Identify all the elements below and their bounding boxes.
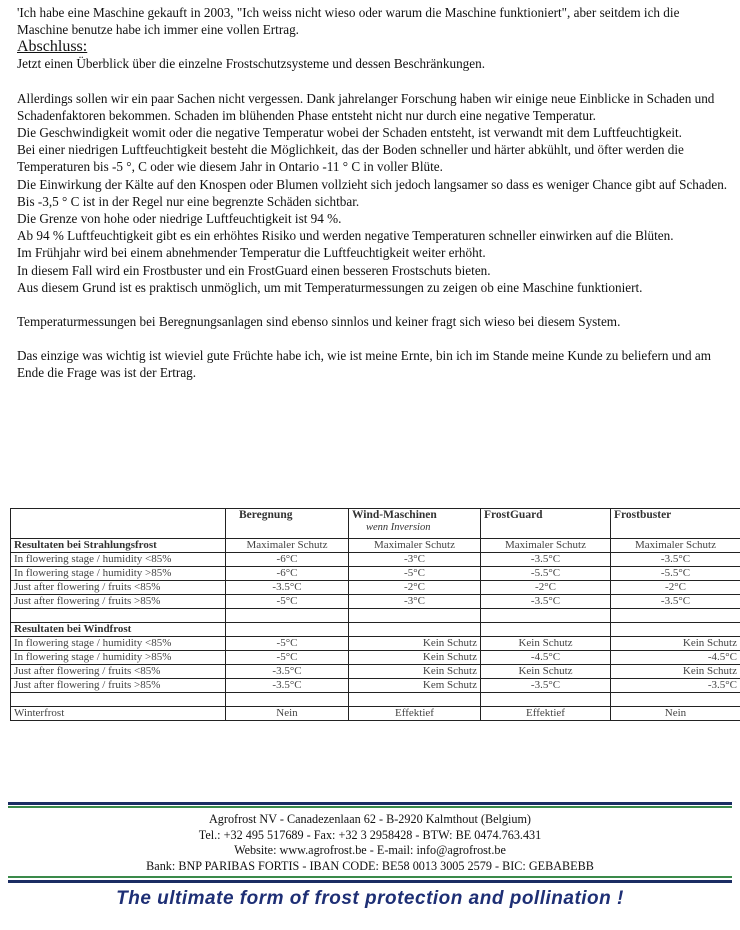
table-cell: Kein Schutz (349, 665, 481, 679)
section-label: Resultaten bei Windfrost (11, 623, 226, 637)
paragraph: Aus diesem Grund ist es praktisch unmöglich, um mit Temperaturmessungen zu zeigen ob eine Maschine funktioniert. (17, 279, 643, 295)
row-label: In flowering stage / humidity >85% (11, 567, 226, 581)
table-cell: Effektief (349, 707, 481, 721)
table-cell: -2°C (611, 581, 740, 595)
footer-divider-top-accent (8, 806, 732, 808)
table-cell: -3.5°C (226, 665, 349, 679)
footer-bank: Bank: BNP PARIBAS FORTIS - IBAN CODE: BE58 0013 3005 2579 - BIC: GEBABEBB (146, 858, 594, 873)
row-label: In flowering stage / humidity <85% (11, 637, 226, 651)
paragraph: Im Frühjahr wird bei einem abnehmender Temperatur die Luftfeuchtigkeit weiter erhöht. (17, 245, 486, 261)
table-cell: -2°C (481, 581, 611, 595)
table-cell: -3.5°C (611, 595, 740, 609)
table-cell: -6°C (226, 553, 349, 567)
header-cell: Wind-Maschinen wenn Inversion (349, 509, 481, 539)
paragraph: Die Einwirkung der Kälte auf den Knospen oder Blumen vollzieht sich jedoch langsamer so dass es weniger Chance gibt auf Schaden. (17, 176, 728, 192)
table-cell: -3°C (349, 595, 481, 609)
paragraph: Die Grenze von hohe oder niedrige Luftfeuchtigkeit ist 94 %. (17, 211, 342, 227)
table-row (11, 553, 740, 567)
row-label: Just after flowering / fruits <85% (11, 665, 226, 679)
section-heading: Abschluss: (17, 38, 88, 56)
paragraph: Temperaturmessungen bei Beregnungsanlagen sind ebenso sinnlos und keiner fragt sich wieso bei diesem System. (17, 314, 621, 330)
footer-divider-top (8, 802, 732, 805)
table-cell: Kein Schutz (611, 665, 740, 679)
intro-quote: 'Ich habe eine Maschine gekauft in 2003, "Ich weiss nicht wieso oder warum die Maschine funktioniert", aber seitdem ich die Maschine benutze habe ich immer eine vollen Ertrag. (17, 5, 680, 38)
table-row (11, 581, 740, 595)
paragraph: Bei einer niedrigen Luftfeuchtigkeit besteht die Möglichkeit, das der Boden schneller und härter abkühlt, und öfter werden die Temperaturen bis -5 °, C oder wie diesem Jahr in Ontario -11 ° C in voller Blüte. (17, 142, 684, 175)
footer-divider-bottom (8, 880, 732, 883)
comparison-table (10, 508, 740, 721)
table-cell: -6°C (226, 567, 349, 581)
company-footer (0, 812, 740, 874)
table-cell: -3.5°C (611, 553, 740, 567)
table-row (11, 665, 740, 679)
table-cell: -5°C (349, 567, 481, 581)
table-cell: -3°C (349, 553, 481, 567)
footer-website: Website: www.agrofrost.be - E-mail: info@agrofrost.be (234, 843, 506, 857)
table-cell: -3.5°C (481, 679, 611, 693)
row-label: In flowering stage / humidity <85% (11, 553, 226, 567)
body-text (17, 4, 729, 382)
table-cell: Kein Schutz (481, 665, 611, 679)
table-cell: -3.5°C (226, 679, 349, 693)
row-label: Just after flowering / fruits >85% (11, 679, 226, 693)
paragraph: Bis -3,5 ° C ist in der Regel nur eine begrenzte Schäden sichtbar. (17, 193, 360, 209)
row-label: Just after flowering / fruits >85% (11, 595, 226, 609)
table-cell: Maximaler Schutz (226, 539, 349, 553)
table-cell: -3.5°C (481, 595, 611, 609)
table-row (11, 651, 740, 665)
spacer-row (11, 693, 740, 707)
paragraph: Allerdings sollen wir ein paar Sachen nicht vergessen. Dank jahrelanger Forschung haben wir einige neue Einblicke in Schaden und Schadenfaktoren bekommen. Schaden im blühenden Phase entsteht nicht nur durch eine negative Temperatur. (17, 90, 715, 123)
table-cell: -4.5°C (481, 651, 611, 665)
table-cell: Maximaler Schutz (611, 539, 740, 553)
table-cell: -5°C (226, 637, 349, 651)
table-cell: Maximaler Schutz (481, 539, 611, 553)
table-corner-cell (11, 509, 226, 539)
footer-address: Agrofrost NV - Canadezenlaan 62 - B-2920 Kalmthout (Belgium) (209, 812, 531, 826)
table-cell: Nein (226, 707, 349, 721)
spacer-row (11, 609, 740, 623)
footer-phone: Tel.: +32 495 517689 - Fax: +32 3 2958428 - BTW: BE 0474.763.431 (198, 827, 542, 842)
row-label: Just after flowering / fruits <85% (11, 581, 226, 595)
header-cell: Frostbuster (611, 509, 740, 539)
paragraph: Jetzt einen Überblick über die einzelne Frostschutzsysteme und dessen Beschränkungen. (17, 56, 486, 72)
paragraph: Die Geschwindigkeit womit oder die negative Temperatur wobei der Schaden entsteht, ist verwandt mit dem Luftfeuchtigkeit. (17, 125, 682, 141)
table-cell: -5.5°C (611, 567, 740, 581)
table-cell: -3.5°C (226, 581, 349, 595)
table-row (11, 567, 740, 581)
table-cell: Kein Schutz (481, 637, 611, 651)
table-cell: -5.5°C (481, 567, 611, 581)
row-label: In flowering stage / humidity >85% (11, 651, 226, 665)
table-row (11, 637, 740, 651)
header-cell: Beregnung (226, 509, 349, 539)
paragraph: Das einzige was wichtig ist wieviel gute Früchte habe ich, wie ist meine Ernte, bin ich im Stande meine Kunde zu beliefern und am Ende die Frage was ist der Ertrag. (17, 348, 711, 381)
table-cell: -5°C (226, 651, 349, 665)
section-row (11, 539, 740, 553)
table-header-row (11, 509, 740, 539)
header-cell: FrostGuard (481, 509, 611, 539)
table-cell: Kein Schutz (349, 637, 481, 651)
table-cell: -5°C (226, 595, 349, 609)
table-cell: -3.5°C (481, 553, 611, 567)
table-cell: Nein (611, 707, 740, 721)
paragraph: Ab 94 % Luftfeuchtigkeit gibt es ein erhöhtes Risiko und werden negative Temperaturen schneller einwirken auf die Blüten. (17, 228, 674, 244)
table-cell: Kem Schutz (349, 679, 481, 693)
table-cell: -4.5°C (611, 651, 740, 665)
table-row (11, 679, 740, 693)
table-cell: Kein Schutz (611, 637, 740, 651)
row-label: Winterfrost (11, 707, 226, 721)
table-cell: Effektief (481, 707, 611, 721)
table-cell: Maximaler Schutz (349, 539, 481, 553)
paragraph: In diesem Fall wird ein Frostbuster und ein FrostGuard einen besseren Frostschuts bieten. (17, 262, 491, 278)
header-subtitle: wenn Inversion (366, 522, 431, 533)
table-cell: Kein Schutz (349, 651, 481, 665)
slogan: The ultimate form of frost protection and pollination ! (116, 888, 624, 909)
table-row (11, 707, 740, 721)
table-cell: -3.5°C (611, 679, 740, 693)
footer-divider-bottom-accent (8, 876, 732, 878)
section-label: Resultaten bei Strahlungsfrost (11, 539, 226, 553)
section-row (11, 623, 740, 637)
table-cell: -2°C (349, 581, 481, 595)
table-row (11, 595, 740, 609)
